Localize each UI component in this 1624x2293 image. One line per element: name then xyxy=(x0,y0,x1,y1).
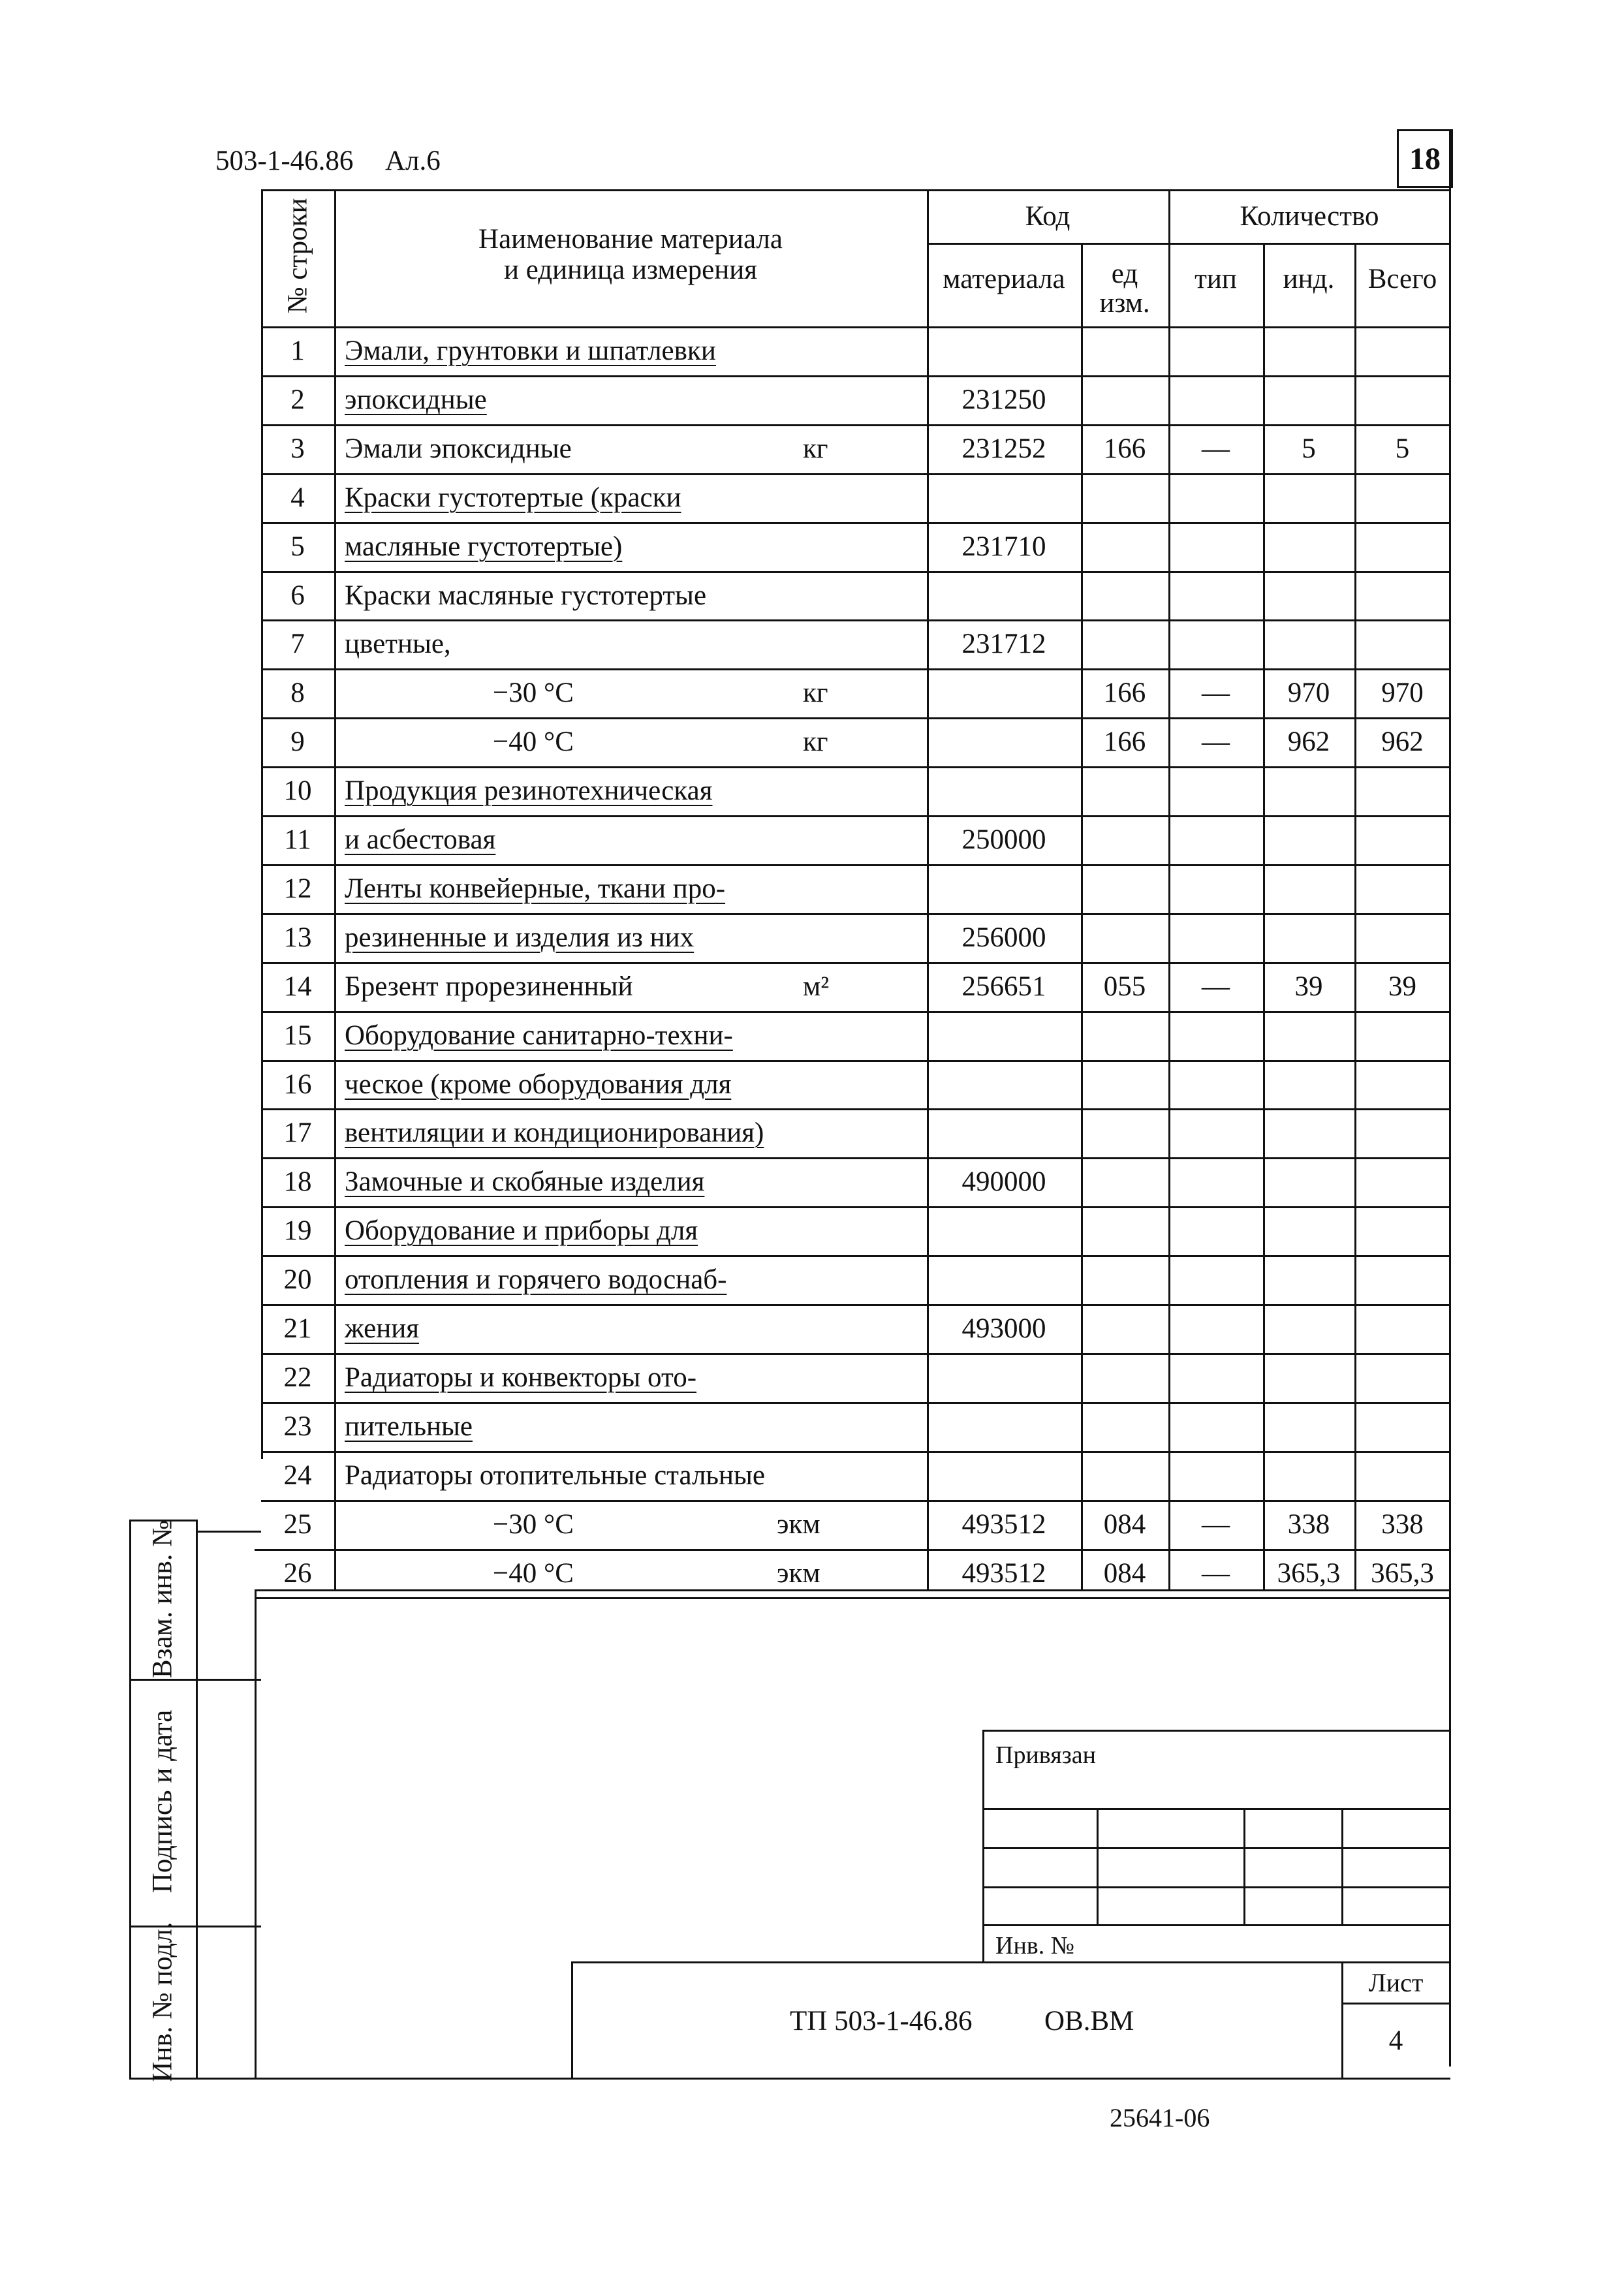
header-qty-total: Всего xyxy=(1367,264,1437,294)
material-name: и асбестовая xyxy=(345,824,496,855)
stamp-designation: ТП 503-1-46.86 xyxy=(790,2006,973,2036)
qty-individual: 970 xyxy=(1287,678,1330,709)
row-number: 17 xyxy=(283,1117,312,1149)
row-number: 13 xyxy=(283,922,312,953)
qty-individual: 962 xyxy=(1287,726,1330,758)
stamp-sheet-label: Лист xyxy=(1368,1968,1424,1997)
album-label: Ал.6 xyxy=(385,146,441,176)
qty-individual: 338 xyxy=(1287,1508,1330,1540)
header-code-unit-1: ед xyxy=(1111,258,1138,289)
qty-type: — xyxy=(1202,433,1230,464)
qty-type: — xyxy=(1202,971,1230,1002)
row-number: 26 xyxy=(283,1557,312,1589)
header-qty-ind: инд. xyxy=(1283,264,1335,294)
material-code: 493512 xyxy=(961,1508,1046,1540)
qty-individual: 39 xyxy=(1294,971,1323,1002)
material-code: 231710 xyxy=(961,531,1046,562)
material-code: 493000 xyxy=(961,1313,1046,1344)
unit-code: 166 xyxy=(1103,726,1146,758)
row-number: 9 xyxy=(290,726,305,758)
unit-of-measure: кг xyxy=(803,678,828,709)
unit-of-measure: экм xyxy=(777,1508,820,1540)
material-name: жения xyxy=(345,1313,420,1344)
material-name: Эмали, грунтовки и шпатлевки xyxy=(345,335,716,366)
header-row-number: № строки xyxy=(282,198,313,314)
material-name: Оборудование санитарно-техни- xyxy=(345,1020,733,1051)
material-name: Оборудование и приборы для xyxy=(345,1215,698,1247)
row-number: 8 xyxy=(290,678,305,709)
side-signature-date: Подпись и дата xyxy=(147,1709,178,1894)
qty-total: 365,3 xyxy=(1371,1557,1434,1589)
side-vzam-inv: Взам. инв. № xyxy=(147,1520,178,1679)
material-name: Замочные и скобяные изделия xyxy=(345,1166,705,1198)
row-number: 22 xyxy=(283,1362,312,1393)
unit-of-measure: кг xyxy=(803,433,828,464)
unit-of-measure: м² xyxy=(803,971,830,1002)
unit-code: 084 xyxy=(1103,1557,1146,1589)
qty-total: 970 xyxy=(1381,678,1424,709)
row-number: 2 xyxy=(290,384,305,415)
unit-of-measure: экм xyxy=(777,1557,820,1589)
page-number-box: 18 xyxy=(1397,129,1453,188)
row-number: 25 xyxy=(283,1508,312,1540)
material-name: цветные, xyxy=(345,629,451,660)
header-code: Код xyxy=(1025,201,1070,232)
qty-type: — xyxy=(1202,1557,1230,1589)
footer-number: 25641-06 xyxy=(1110,2103,1210,2132)
qty-individual: 5 xyxy=(1302,433,1316,464)
header-code-material: материала xyxy=(943,264,1065,294)
material-name: Радиаторы и конвекторы ото- xyxy=(345,1362,697,1393)
material-code: 231250 xyxy=(961,384,1046,415)
row-number: 18 xyxy=(283,1166,312,1198)
row-number: 16 xyxy=(283,1069,312,1100)
row-number: 1 xyxy=(290,335,305,366)
material-name: резиненные и изделия из них xyxy=(345,922,695,953)
header-name-line1: Наименование материала xyxy=(478,224,783,255)
row-number: 20 xyxy=(283,1264,312,1296)
row-number: 14 xyxy=(283,971,312,1002)
row-number: 10 xyxy=(283,775,312,807)
qty-type: — xyxy=(1202,678,1230,709)
row-number: 12 xyxy=(283,873,312,904)
stamp-section: ОВ.ВМ xyxy=(1044,2006,1134,2036)
material-code: 256651 xyxy=(961,971,1046,1002)
header-qty-type: тип xyxy=(1195,264,1237,294)
unit-of-measure: кг xyxy=(803,726,828,758)
unit-code: 166 xyxy=(1103,678,1146,709)
side-inv-original: Инв. № подл. xyxy=(147,1922,178,2082)
row-number: 15 xyxy=(283,1020,312,1051)
qty-total: 338 xyxy=(1381,1508,1424,1540)
row-number: 6 xyxy=(290,580,305,611)
material-code: 490000 xyxy=(961,1166,1046,1198)
stamp-sheet-number: 4 xyxy=(1388,2025,1403,2056)
material-name: −40 °С xyxy=(493,1557,574,1589)
unit-code: 084 xyxy=(1103,1508,1146,1540)
qty-type: — xyxy=(1202,1508,1230,1540)
material-name: Краски масляные густотертые xyxy=(345,580,707,611)
material-name: эпоксидные xyxy=(345,384,487,415)
row-number: 23 xyxy=(283,1411,312,1442)
row-number: 11 xyxy=(284,824,311,855)
material-name: масляные густотертые) xyxy=(345,531,623,562)
material-code: 250000 xyxy=(961,824,1046,855)
material-name: Эмали эпоксидные xyxy=(345,433,572,464)
material-name: Краски густотертые (краски xyxy=(345,482,681,513)
unit-code: 166 xyxy=(1103,433,1146,464)
material-name: −30 °С xyxy=(493,1508,574,1540)
row-number: 4 xyxy=(290,482,305,513)
material-name: отопления и горячего водоснаб- xyxy=(345,1264,727,1296)
material-name: ческое (кроме оборудования для xyxy=(345,1069,732,1100)
material-name: Брезент прорезиненный xyxy=(345,971,633,1002)
qty-total: 39 xyxy=(1388,971,1416,1002)
doc-code: 503-1-46.86 xyxy=(215,146,354,176)
row-number: 3 xyxy=(290,433,305,464)
material-code: 493512 xyxy=(961,1557,1046,1589)
row-number: 21 xyxy=(283,1313,312,1344)
qty-individual: 365,3 xyxy=(1277,1557,1341,1589)
header-code-unit-2: изм. xyxy=(1099,288,1150,319)
material-name: вентиляции и кондиционирования) xyxy=(345,1117,764,1149)
row-number: 19 xyxy=(283,1215,312,1247)
row-number: 7 xyxy=(290,629,305,660)
material-name: −40 °С xyxy=(493,726,574,758)
material-name: Радиаторы отопительные стальные xyxy=(345,1459,766,1491)
header-name-line2: и единица измерения xyxy=(503,255,758,285)
qty-type: — xyxy=(1202,726,1230,758)
material-name: Ленты конвейерные, ткани про- xyxy=(345,873,726,904)
material-name: −30 °С xyxy=(493,678,574,709)
material-code: 256000 xyxy=(961,922,1046,953)
row-number: 24 xyxy=(283,1459,312,1491)
header-quantity: Количество xyxy=(1240,201,1379,232)
material-code: 231712 xyxy=(961,629,1046,660)
material-name: пительные xyxy=(345,1411,473,1442)
material-code: 231252 xyxy=(961,433,1046,464)
qty-total: 5 xyxy=(1395,433,1410,464)
material-name: Продукция резинотехническая xyxy=(345,775,713,807)
stamp-privyazan: Привязан xyxy=(995,1741,1096,1769)
stamp-inv-no: Инв. № xyxy=(995,1932,1074,1959)
row-number: 5 xyxy=(290,531,305,562)
unit-code: 055 xyxy=(1103,971,1146,1002)
qty-total: 962 xyxy=(1381,726,1424,758)
